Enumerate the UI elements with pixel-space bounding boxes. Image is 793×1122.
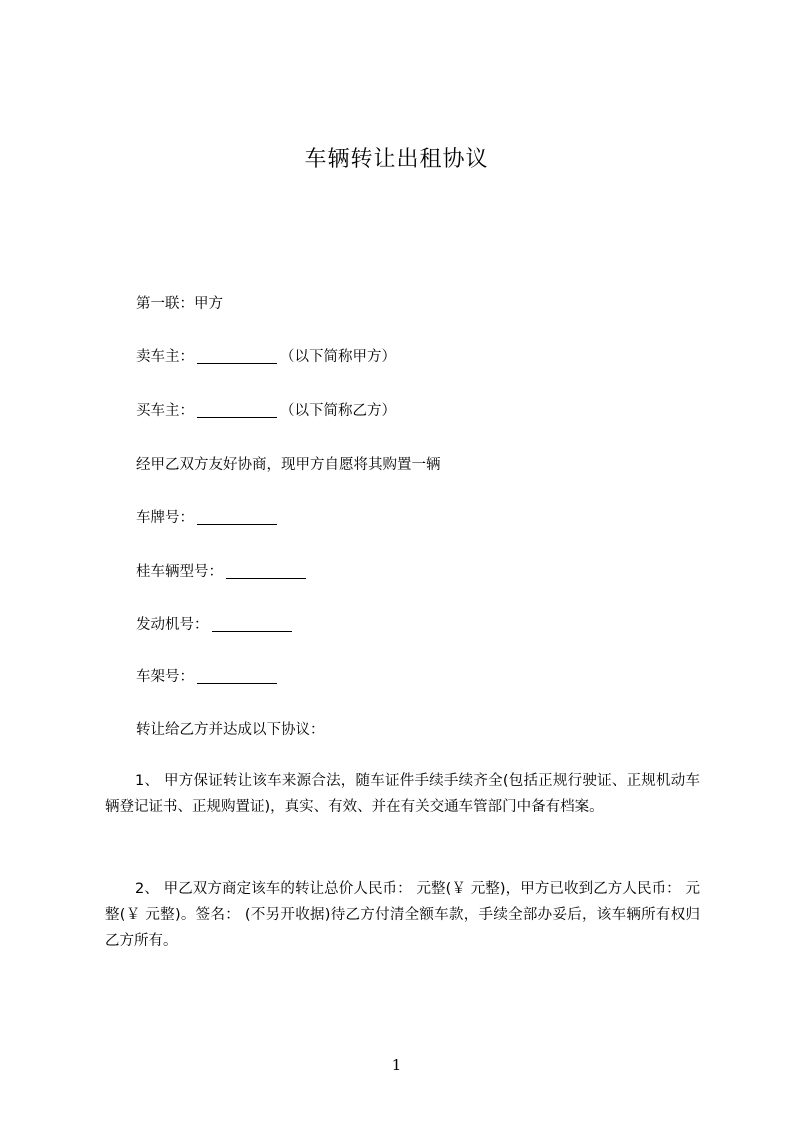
clause-2: 2、 甲乙双方商定该车的转让总价人民币： 元整(￥ 元整)，甲方已收到乙方人民币： 元整(￥ 元整)。签名： (不另开收据)待乙方付清全额车款，手续全部办妥后，该车辆所有权归乙方所有。	[105, 881, 700, 949]
copy-label: 第一联：甲方	[136, 296, 223, 312]
engine-line	[136, 613, 295, 634]
model-line	[136, 560, 309, 581]
plate-line	[136, 506, 280, 527]
plate-label: 车牌号：	[136, 510, 194, 526]
page-number: 1	[391, 1056, 402, 1074]
frame-blank	[197, 668, 277, 684]
seller-suffix: （以下简称甲方）	[280, 349, 396, 365]
buyer-blank	[197, 402, 277, 418]
seller-label: 卖车主：	[136, 349, 194, 365]
model-label: 桂车辆型号：	[136, 564, 223, 580]
frame-line	[136, 665, 280, 686]
engine-blank	[212, 616, 292, 632]
buyer-suffix: （以下简称乙方）	[280, 403, 396, 419]
engine-label: 发动机号：	[136, 617, 209, 633]
seller-line	[136, 345, 396, 366]
document-title: 车辆转让出租协议	[304, 147, 489, 172]
clause-1: 1、 甲方保证转让该车来源合法，随车证件手续手续齐全(包括正规行驶证、正规机动车辆登记证书、正规购置证)，真实、有效、并在有关交通车管部门中备有档案。	[105, 773, 700, 815]
transfer-line: 转让给乙方并达成以下协议：	[136, 722, 325, 738]
plate-blank	[197, 509, 277, 525]
intro-text: 经甲乙双方友好协商，现甲方自愿将其购置一辆	[136, 457, 441, 473]
buyer-line	[136, 399, 396, 420]
model-blank	[226, 563, 306, 579]
frame-label: 车架号：	[136, 669, 194, 685]
buyer-label: 买车主：	[136, 403, 194, 419]
seller-blank	[197, 348, 277, 364]
